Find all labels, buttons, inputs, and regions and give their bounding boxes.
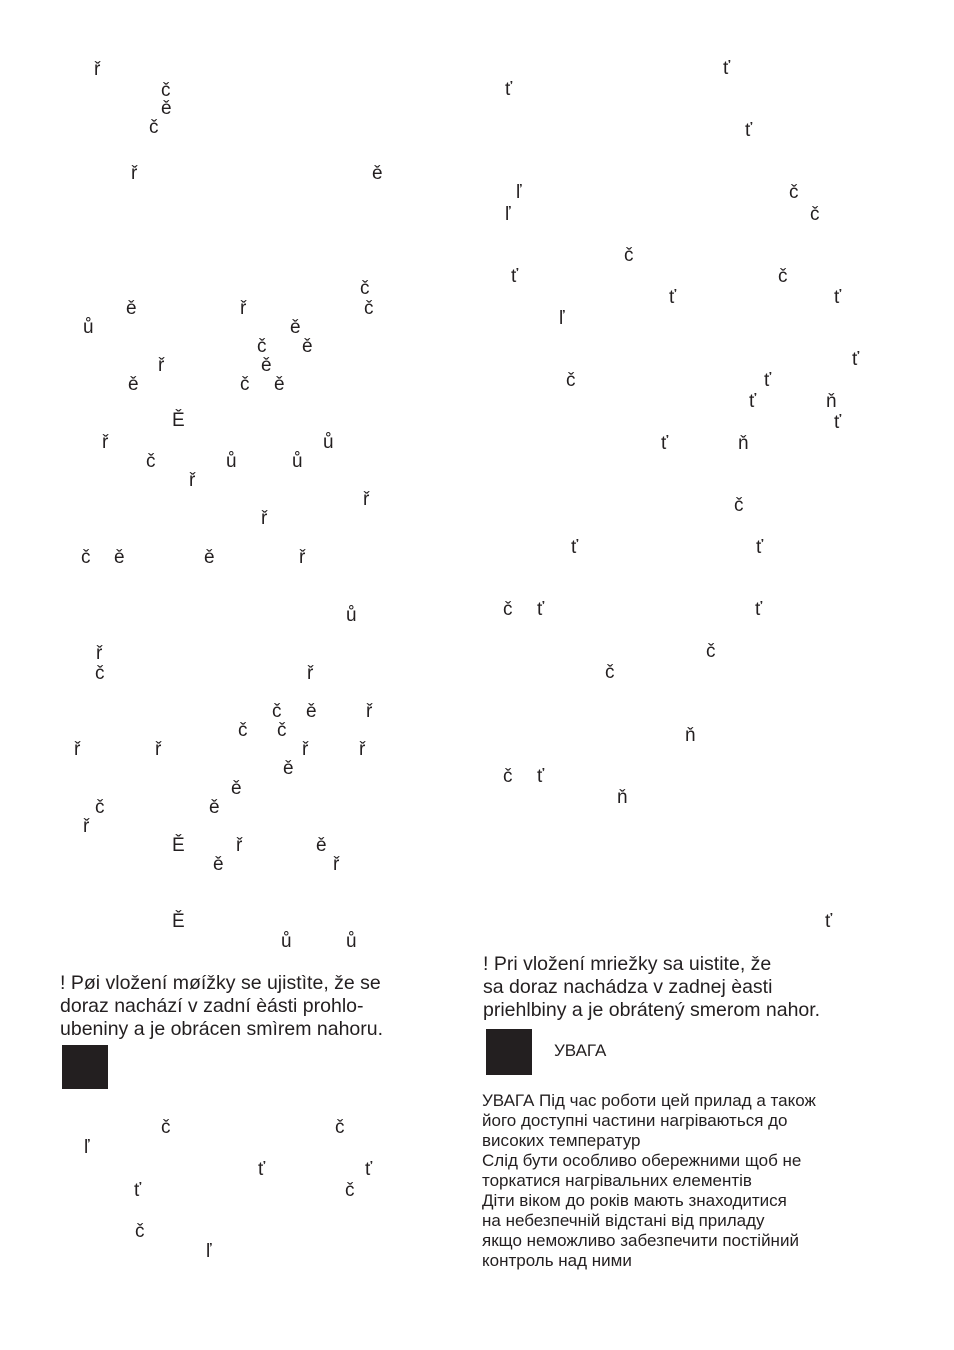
glyph: č	[240, 374, 250, 395]
glyph: ľ	[559, 308, 565, 329]
warning-line: якщо неможливо забезпечити постійний	[482, 1231, 799, 1250]
glyph: ř	[359, 739, 366, 760]
glyph: ť	[511, 266, 519, 287]
glyph: ř	[333, 854, 340, 875]
glyph: ě	[283, 758, 294, 779]
glyph: č	[135, 1221, 145, 1242]
left-note-line: ! Pøi vložení møížky se ujistìte, že se	[60, 972, 381, 994]
glyph: č	[605, 662, 615, 683]
warning-text	[482, 1091, 816, 1271]
glyph: č	[335, 1117, 345, 1138]
glyph: č	[503, 766, 513, 787]
glyph: ř	[158, 355, 165, 376]
glyph: ř	[363, 489, 370, 510]
glyph: ů	[346, 605, 357, 626]
glyph: ě	[231, 778, 242, 799]
glyph: č	[161, 80, 171, 101]
glyph: ť	[505, 79, 513, 100]
glyph: ě	[128, 374, 139, 395]
glyph: ť	[825, 911, 833, 932]
warning-line: на небезпечній відстані від приладу	[482, 1211, 765, 1230]
glyph: č	[257, 336, 267, 357]
glyph: ř	[261, 508, 268, 529]
glyph: ě	[274, 374, 285, 395]
warning-label: УВАГА	[554, 1041, 607, 1060]
glyph: ě	[114, 547, 125, 568]
glyph: ě	[126, 298, 137, 319]
glyph: ň	[685, 725, 696, 746]
glyph: ť	[669, 287, 677, 308]
glyph: č	[734, 495, 744, 516]
glyph: ť	[258, 1159, 266, 1180]
glyph: č	[161, 1117, 171, 1138]
glyph: ľ	[206, 1241, 212, 1262]
glyph: ř	[236, 835, 243, 856]
glyph: ř	[366, 701, 373, 722]
warning-block-left	[62, 1045, 108, 1089]
glyph: ř	[94, 59, 101, 80]
glyph: ů	[83, 317, 94, 338]
glyph: ľ	[505, 204, 511, 225]
glyph: ů	[323, 432, 334, 453]
glyph: č	[272, 701, 282, 722]
glyph: č	[95, 663, 105, 684]
glyph: ě	[261, 355, 272, 376]
glyph: ř	[155, 739, 162, 760]
glyph: ř	[74, 739, 81, 760]
glyph: č	[149, 117, 159, 138]
glyph: č	[277, 720, 287, 741]
glyph: č	[706, 641, 716, 662]
glyph: ř	[83, 816, 90, 837]
warning-line: УВАГА Під час роботи цей прилад а також	[482, 1091, 816, 1110]
glyph: ů	[226, 451, 237, 472]
glyph: č	[810, 204, 820, 225]
glyph: ť	[749, 391, 757, 412]
glyph: ť	[764, 370, 772, 391]
glyph: Ě	[172, 835, 185, 856]
glyph: ť	[537, 599, 545, 620]
glyph: č	[789, 182, 799, 203]
glyph: č	[345, 1180, 355, 1201]
glyph: ů	[292, 451, 303, 472]
glyph: ť	[852, 349, 860, 370]
glyph: ť	[834, 287, 842, 308]
glyph: ť	[134, 1180, 142, 1201]
glyph: ť	[723, 58, 731, 79]
glyph: č	[566, 370, 576, 391]
glyph: č	[503, 599, 513, 620]
glyph: ť	[755, 599, 763, 620]
glyph: ř	[189, 470, 196, 491]
glyph: ň	[617, 787, 628, 808]
glyph: ť	[537, 766, 545, 787]
warning-line: його доступні частини нагріваються до	[482, 1111, 788, 1130]
glyph: ť	[661, 433, 669, 454]
warning-line: торкатися нагрівальних елементів	[482, 1171, 752, 1190]
warning-line: Діти віком до років мають знаходитися	[482, 1191, 787, 1210]
glyph: ř	[307, 663, 314, 684]
glyph: č	[778, 266, 788, 287]
glyph: č	[95, 797, 105, 818]
glyph: č	[238, 720, 248, 741]
glyph: ř	[96, 643, 103, 664]
glyph: ě	[161, 98, 172, 119]
glyph: č	[146, 451, 156, 472]
glyph: ř	[299, 547, 306, 568]
glyph: ľ	[84, 1137, 90, 1158]
glyph: ř	[102, 432, 109, 453]
glyph: ť	[571, 537, 579, 558]
glyph: ů	[346, 931, 357, 952]
warning-block-right	[486, 1029, 532, 1075]
warning-line: контроль над ними	[482, 1251, 632, 1270]
glyph: ě	[213, 854, 224, 875]
glyph: č	[364, 298, 374, 319]
glyph: ě	[209, 797, 220, 818]
glyph: ř	[302, 739, 309, 760]
glyph: ť	[745, 120, 753, 141]
glyph: ť	[756, 537, 764, 558]
glyph: ř	[131, 163, 138, 184]
glyph: ě	[290, 317, 301, 338]
glyph: ě	[316, 835, 327, 856]
glyph: ě	[204, 547, 215, 568]
glyph: ľ	[516, 182, 522, 203]
glyph: č	[624, 245, 634, 266]
glyph: ť	[365, 1159, 373, 1180]
glyph: ě	[306, 701, 317, 722]
glyph: ň	[826, 391, 837, 412]
left-note-line: doraz nachází v zadní èásti prohlo-	[60, 995, 364, 1017]
warning-line: високих температур	[482, 1131, 641, 1150]
glyph: ť	[834, 412, 842, 433]
right-note-line: priehlbiny a je obrátený smerom nahor.	[483, 999, 821, 1021]
right-note	[483, 953, 820, 1022]
glyph: č	[360, 278, 370, 299]
glyph: ů	[281, 931, 292, 952]
glyph: Ě	[172, 911, 185, 932]
left-note	[60, 972, 383, 1041]
glyph: č	[81, 547, 91, 568]
glyph: ř	[240, 298, 247, 319]
left-note-line: ubeniny a je obrácen smìrem nahoru.	[60, 1018, 384, 1040]
warning-line: Слід бути особливо обережними щоб не	[482, 1151, 802, 1170]
glyph: ň	[738, 433, 749, 454]
glyph: ě	[302, 336, 313, 357]
right-note-line: ! Pri vložení mriežky sa uistite, že	[483, 953, 772, 975]
glyph: Ě	[172, 410, 185, 431]
right-note-line: sa doraz nachádza v zadnej èasti	[483, 976, 773, 998]
glyph: ě	[372, 163, 383, 184]
